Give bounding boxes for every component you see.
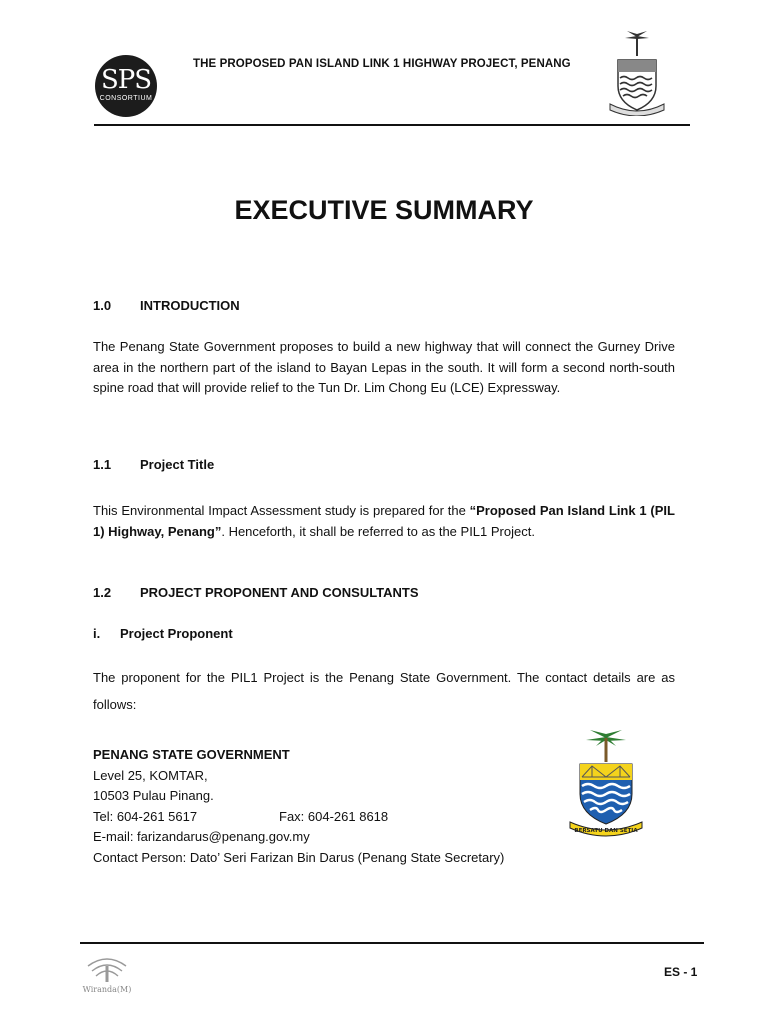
introduction-paragraph: The Penang State Government proposes to build a new highway that will connect the Gurney Drive area in the northern part of the island to Bayan Lepas in the south. It will form a second north-south spine road that will provide relief to the Tun Dr. Lim Chong Eu (LCE) Expressway. [93, 339, 675, 395]
section-heading-proponent-consultants [93, 585, 419, 600]
section-number: 1.2 [93, 585, 112, 600]
contact-email: E-mail: farizandarus@penang.gov.my [93, 829, 310, 844]
project-title-name: “Proposed Pan Island Link 1 (PIL 1) Highway, Penang” [93, 503, 675, 539]
contact-telephone: Tel: 604-261 5617 [93, 808, 198, 824]
section-heading-introduction [93, 298, 240, 313]
section-number: 1.0 [93, 298, 112, 313]
project-title-tail: . Henceforth, it shall be referred to as the PIL1 Project. [221, 523, 535, 539]
footer-divider [80, 942, 704, 944]
wiranda-logo-text: Wiranda(M) [82, 985, 132, 994]
subheading-number: i. [93, 626, 101, 641]
subheading-label: Project Proponent [120, 626, 233, 641]
project-title-paragraph [93, 501, 675, 542]
contact-address-line-1: Level 25, KOMTAR, [93, 767, 208, 783]
section-number: 1.1 [93, 457, 112, 472]
contact-fax: Fax: 604-261 8618 [279, 808, 389, 824]
crest-motto: BERSATU DAN SETIA [574, 828, 638, 834]
section-label: PROJECT PROPONENT AND CONSULTANTS [140, 585, 419, 600]
section-heading-project-title [93, 457, 214, 472]
sps-consortium-logo [95, 55, 157, 117]
contact-phone-row [93, 807, 553, 828]
sps-logo-mark: SPS [100, 65, 152, 95]
contact-details [93, 745, 553, 868]
header-divider [94, 124, 690, 126]
page-number: ES - 1 [664, 965, 698, 979]
page-title: EXECUTIVE SUMMARY [234, 195, 534, 225]
penang-state-crest-icon [566, 728, 646, 840]
wiranda-logo-icon [80, 948, 134, 1000]
subheading-project-proponent [93, 626, 233, 641]
contact-address-line-2: 10503 Pulau Pinang. [93, 788, 214, 803]
penang-crest-icon [606, 30, 668, 116]
project-title-lead: This Environmental Impact Assessment study is prepared for the [93, 503, 470, 518]
header-title: THE PROPOSED PAN ISLAND LINK 1 HIGHWAY PROJECT, PENANG [193, 58, 571, 70]
sps-logo-subtitle: CONSORTIUM [99, 95, 153, 102]
section-label: Project Title [140, 457, 215, 472]
contact-person: Contact Person: Dato’ Seri Farizan Bin Darus (Penang State Secretary) [93, 849, 505, 865]
section-label: INTRODUCTION [140, 298, 240, 313]
contact-organization: PENANG STATE GOVERNMENT [93, 747, 290, 762]
proponent-paragraph: The proponent for the PIL1 Project is the Penang State Government. The contact details are as follows: [93, 670, 675, 712]
